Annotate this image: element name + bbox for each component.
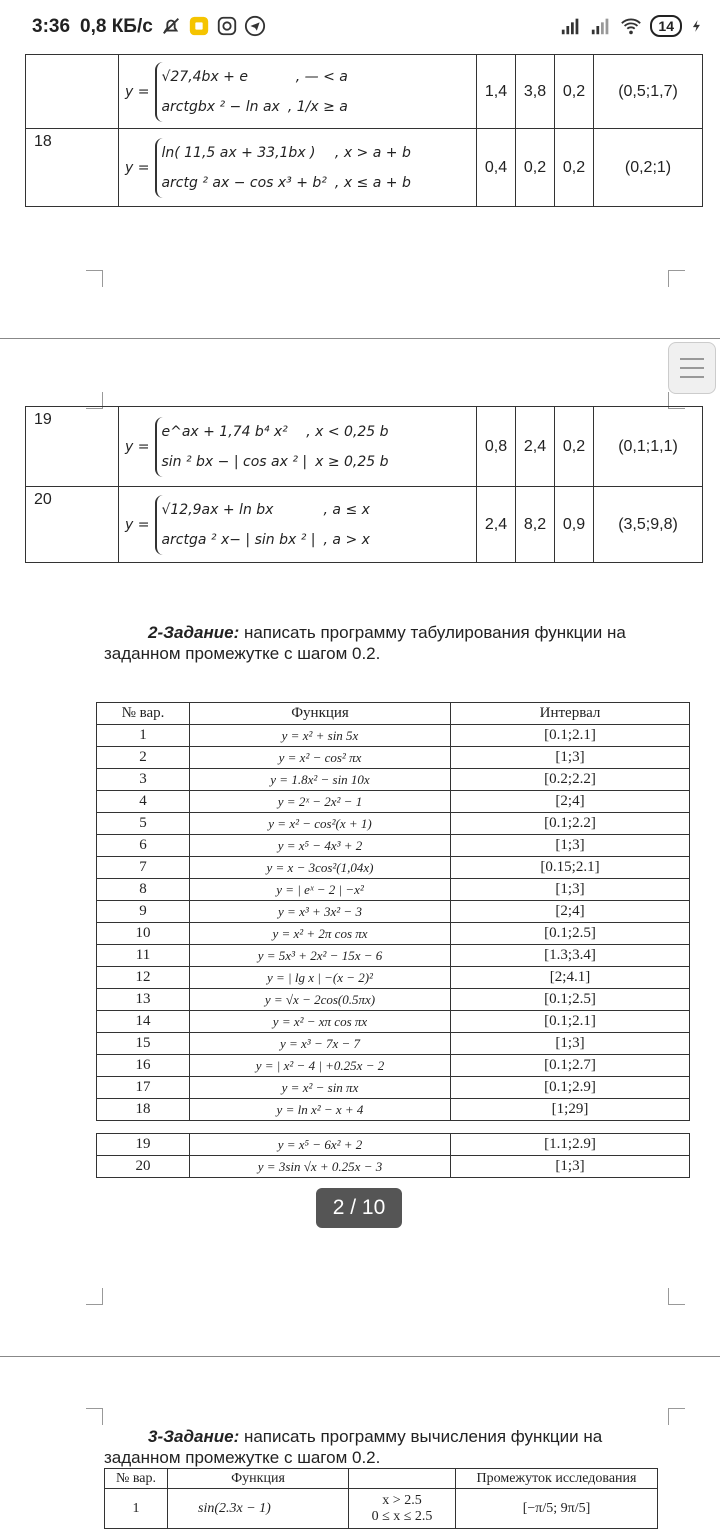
wifi-icon xyxy=(620,15,642,37)
table-row xyxy=(97,747,690,769)
cell-variant: 9 xyxy=(97,901,190,923)
cell-function: y = x³ − 7x − 7 xyxy=(190,1033,451,1055)
cell-interval: [1.1;2.9] xyxy=(451,1134,690,1156)
variants-table-mid xyxy=(25,406,703,563)
param-h: 0,2 xyxy=(555,55,594,129)
cell-interval: [2;4.1] xyxy=(451,967,690,989)
cell-interval: [0.1;2.9] xyxy=(451,1077,690,1099)
task3-text: 3-Задание: написать программу вычисления функции на заданном промежутке с шагом 0.2. xyxy=(104,1427,603,1467)
cell-function: y = 1.8x² − sin 10x xyxy=(190,769,451,791)
cell-function: y = x² + sin 5x xyxy=(190,725,451,747)
cell-function: y = x² − xπ cos πx xyxy=(190,1011,451,1033)
piecewise-function: y = ln( 11,5 ax + 33,1bx ) , x > a + b arctg ² ax − cos x³ + b² , x ≤ a + b xyxy=(119,129,477,207)
table-row xyxy=(97,1156,690,1178)
status-time: 3:36 xyxy=(32,16,71,37)
table-row xyxy=(97,989,690,1011)
cell-function: y = x² − cos² πx xyxy=(190,747,451,769)
table-row xyxy=(97,945,690,967)
cell-interval: [0.1;2.5] xyxy=(451,989,690,1011)
cell-variant: 19 xyxy=(97,1134,190,1156)
param-range: (3,5;9,8) xyxy=(594,487,703,563)
table-row xyxy=(97,857,690,879)
task2-label: 2-Задание: xyxy=(148,623,240,642)
piecewise-function: y = e^ax + 1,74 b⁴ x² , x < 0,25 b sin ² bx − | cos ax ² | x ≥ 0,25 b xyxy=(119,407,477,487)
instagram-icon xyxy=(216,15,238,37)
table-row xyxy=(97,725,690,747)
param-h: 0,2 xyxy=(555,407,594,487)
param-b: 2,4 xyxy=(516,407,555,487)
cell-variant: 18 xyxy=(97,1099,190,1121)
cell-interval: [0.1;2.1] xyxy=(451,1011,690,1033)
range-cell: [−π/5; 9π/5] xyxy=(456,1489,658,1529)
function-cell: sin(2.3x − 1) xyxy=(168,1489,349,1529)
task2-text: 2-Задание: написать программу табулирования функции на заданном промежутке с шагом 0.2. xyxy=(104,623,626,663)
cell-function: y = x⁵ − 6x² + 2 xyxy=(190,1134,451,1156)
battery-level: 14 xyxy=(658,18,674,34)
row-number: 20 xyxy=(26,487,119,563)
cell-variant: 3 xyxy=(97,769,190,791)
cell-variant: 16 xyxy=(97,1055,190,1077)
header-range: Промежуток исследования xyxy=(456,1469,658,1489)
cell-interval: [1.3;3.4] xyxy=(451,945,690,967)
table-row xyxy=(105,1489,658,1529)
param-a: 2,4 xyxy=(477,487,516,563)
table-row xyxy=(97,923,690,945)
cell-variant: 6 xyxy=(97,835,190,857)
cell-variant: 13 xyxy=(97,989,190,1011)
cell-function: y = √x − 2cos(0.5πx) xyxy=(190,989,451,1011)
cell-variant: 14 xyxy=(97,1011,190,1033)
cell-interval: [0.1;2.5] xyxy=(451,923,690,945)
cell-variant: 2 xyxy=(97,747,190,769)
param-h: 0,2 xyxy=(555,129,594,207)
table-row xyxy=(97,879,690,901)
row-number xyxy=(26,55,119,129)
cell-variant: 7 xyxy=(97,857,190,879)
cell-interval: [1;3] xyxy=(451,1156,690,1178)
param-range: (0,5;1,7) xyxy=(594,55,703,129)
cell-function: y = x³ + 3x² − 3 xyxy=(190,901,451,923)
cell-function: y = x⁵ − 4x³ + 2 xyxy=(190,835,451,857)
cell-variant: 11 xyxy=(97,945,190,967)
param-a: 0,8 xyxy=(477,407,516,487)
menu-button[interactable] xyxy=(668,342,716,394)
page-corner-mark xyxy=(668,1408,685,1425)
cell-variant: 4 xyxy=(97,791,190,813)
table-row xyxy=(97,769,690,791)
row-number: 19 xyxy=(26,407,119,487)
row-number: 18 xyxy=(26,129,119,207)
table-row xyxy=(97,835,690,857)
table-row xyxy=(97,813,690,835)
function-table-continued xyxy=(96,1133,690,1178)
cell-function: y = x² + 2π cos πx xyxy=(190,923,451,945)
status-bar xyxy=(0,0,720,56)
page-corner-mark xyxy=(668,1288,685,1305)
signal-icon xyxy=(560,15,582,37)
param-range: (0,2;1) xyxy=(594,129,703,207)
cell-interval: [1;29] xyxy=(451,1099,690,1121)
table-row xyxy=(97,1033,690,1055)
page-corner-mark xyxy=(86,270,103,287)
cell-function: y = | x² − 4 | +0.25x − 2 xyxy=(190,1055,451,1077)
bell-off-icon xyxy=(160,15,182,37)
cell-interval: [0.15;2.1] xyxy=(451,857,690,879)
param-b: 3,8 xyxy=(516,55,555,129)
header-function: Функция xyxy=(190,703,451,725)
cell-interval: [0.1;2.1] xyxy=(451,725,690,747)
cell-function: y = | lg x | −(x − 2)² xyxy=(190,967,451,989)
variants-table-top xyxy=(25,54,703,207)
cell-interval: [2;4] xyxy=(451,901,690,923)
app-notification-icon xyxy=(188,15,210,37)
table-row xyxy=(97,901,690,923)
param-h: 0,9 xyxy=(555,487,594,563)
condition-cell: x > 2.5 0 ≤ x ≤ 2.5 xyxy=(349,1489,456,1529)
param-range: (0,1;1,1) xyxy=(594,407,703,487)
page-divider xyxy=(0,338,720,339)
cell-interval: [1;3] xyxy=(451,747,690,769)
header-condition xyxy=(349,1469,456,1489)
param-b: 0,2 xyxy=(516,129,555,207)
piecewise-function: y = √12,9ax + ln bx , a ≤ x arctga ² x− | sin bx ² | , a > x xyxy=(119,487,477,563)
cell-interval: [0.2;2.2] xyxy=(451,769,690,791)
cell-interval: [0.1;2.2] xyxy=(451,813,690,835)
battery-icon xyxy=(650,15,682,37)
cell-interval: [0.1;2.7] xyxy=(451,1055,690,1077)
table-row xyxy=(97,1134,690,1156)
cell-interval: [2;4] xyxy=(451,791,690,813)
cell-function: y = x² − cos²(x + 1) xyxy=(190,813,451,835)
table-row xyxy=(97,1011,690,1033)
param-a: 1,4 xyxy=(477,55,516,129)
cell-variant: 17 xyxy=(97,1077,190,1099)
table-row xyxy=(97,1099,690,1121)
cell-variant: 1 xyxy=(97,725,190,747)
table-row xyxy=(26,129,703,207)
charging-icon xyxy=(690,15,704,37)
piecewise-function: y = √27,4bx + e , — < a arctgbx ² − ln ax , 1/x ≥ a xyxy=(119,55,477,129)
row-number: 1 xyxy=(105,1489,168,1529)
table-row xyxy=(26,487,703,563)
table-row xyxy=(97,791,690,813)
param-b: 8,2 xyxy=(516,487,555,563)
header-function: Функция xyxy=(168,1469,349,1489)
function-table xyxy=(96,702,690,1121)
signal-icon-2 xyxy=(590,15,612,37)
table-row xyxy=(97,1055,690,1077)
cell-interval: [1;3] xyxy=(451,835,690,857)
cell-function: y = x² − sin πx xyxy=(190,1077,451,1099)
page-corner-mark xyxy=(668,270,685,287)
page-divider xyxy=(0,1356,720,1357)
cell-function: y = ln x² − x + 4 xyxy=(190,1099,451,1121)
page-corner-mark xyxy=(86,1288,103,1305)
cell-function: y = | eˣ − 2 | −x² xyxy=(190,879,451,901)
table-header-row xyxy=(97,703,690,725)
task3-label: 3-Задание: xyxy=(148,1427,240,1446)
page-corner-mark xyxy=(86,1408,103,1425)
table-row xyxy=(26,55,703,129)
header-variant: № вар. xyxy=(105,1469,168,1489)
header-variant: № вар. xyxy=(97,703,190,725)
table-header-row xyxy=(105,1469,658,1489)
cell-interval: [1;3] xyxy=(451,879,690,901)
telegram-icon xyxy=(244,15,266,37)
table-row xyxy=(97,1077,690,1099)
cell-variant: 8 xyxy=(97,879,190,901)
cell-function: y = 2ˣ − 2x² − 1 xyxy=(190,791,451,813)
cell-function: y = x − 3cos²(1,04x) xyxy=(190,857,451,879)
cell-interval: [1;3] xyxy=(451,1033,690,1055)
cell-function: y = 5x³ + 2x² − 15x − 6 xyxy=(190,945,451,967)
cell-variant: 15 xyxy=(97,1033,190,1055)
cell-variant: 10 xyxy=(97,923,190,945)
page-indicator: 2 / 10 xyxy=(316,1188,402,1228)
header-interval: Интервал xyxy=(451,703,690,725)
table-row xyxy=(97,967,690,989)
table-row xyxy=(26,407,703,487)
cell-variant: 5 xyxy=(97,813,190,835)
param-a: 0,4 xyxy=(477,129,516,207)
cell-variant: 12 xyxy=(97,967,190,989)
status-network-speed: 0,8 КБ/с xyxy=(80,16,153,37)
cell-function: y = 3sin √x + 0.25x − 3 xyxy=(190,1156,451,1178)
cell-variant: 20 xyxy=(97,1156,190,1178)
